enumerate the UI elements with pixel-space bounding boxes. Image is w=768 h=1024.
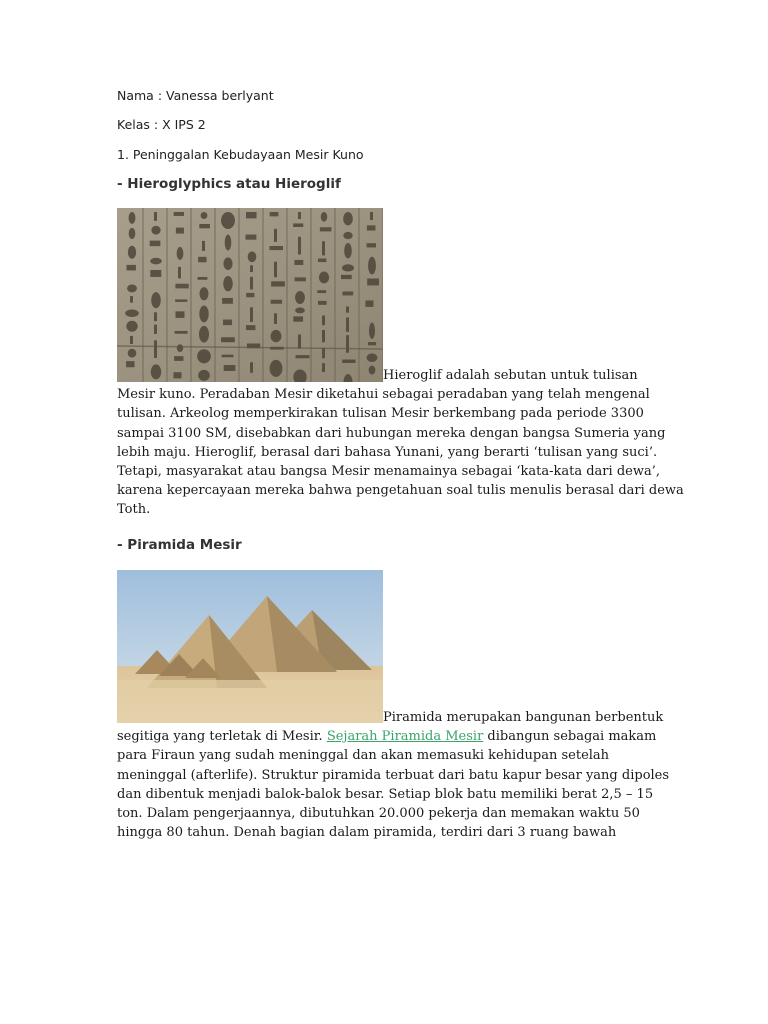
glyph-mark [222,298,233,304]
glyph-mark [269,246,283,250]
glyph-mark [367,225,376,230]
glyph-mark [296,355,310,358]
glyph-mark [154,325,157,334]
glyph-mark [246,293,254,297]
glyph-mark [222,355,234,358]
glyph-mark [221,337,235,342]
para-line: Piramida merupakan bangunan berbentuk [383,710,664,725]
glyph-mark [175,311,184,318]
glyph-mark [293,223,303,227]
glyph-mark [298,335,301,349]
glyph-mark [125,310,139,317]
glyph-mark [197,349,211,363]
para-line: Hieroglif adalah sebutan untuk tulisan [383,368,638,383]
glyph-mark [130,296,133,303]
para-line: meninggal (afterlife). Struktur piramida terbuat dari batu kapur besar yang dipoles [117,767,670,783]
para-line-with-link [117,727,657,746]
glyph-mark [318,258,326,262]
glyph-mark [322,348,325,358]
glyph-mark [274,229,277,242]
glyph-mark [126,321,137,332]
glyph-mark [365,300,373,306]
glyph-mark [174,212,184,216]
pyramid-paragraph [117,708,670,842]
glyph-mark [298,212,301,219]
para-line: para Firaun yang sudah meninggal dan akan memasuki kehidupan setelah [117,748,610,764]
glyph-mark [298,237,301,255]
glyph-mark [369,323,375,339]
glyph-mark [271,300,282,304]
section-title: 1. Peninggalan Kebudayaan Mesir Kuno [117,147,364,162]
glyph-mark [367,243,376,247]
glyph-mark [346,307,349,313]
glyph-mark [177,344,183,352]
glyph-mark [154,312,157,321]
glyph-mark [151,292,161,308]
glyph-mark [178,267,181,278]
glyph-mark [128,246,136,259]
glyph-mark [129,228,136,239]
sejarah-piramida-link[interactable]: Sejarah Piramida Mesir [326,729,484,745]
glyph-mark [318,301,327,305]
glyph-mark [202,241,205,251]
glyph-mark [319,271,329,283]
glyph-mark [342,264,354,271]
glyph-mark [223,320,232,326]
glyph-mark [293,316,303,321]
glyph-mark [130,336,133,344]
glyph-mark [343,232,352,239]
glyph-mark [250,265,253,272]
glyph-mark [175,284,188,289]
glyph-mark [246,212,257,218]
glyph-mark [129,212,136,224]
glyph-mark [368,342,376,345]
glyph-mark [294,260,303,265]
glyph-mark [177,247,184,260]
glyph-mark [223,276,233,291]
glyph-mark [199,224,210,228]
glyph-mark [150,241,161,247]
glyph-mark [198,277,208,280]
glyph-mark [370,212,373,220]
para-line: Tetapi, masyarakat atau bangsa Mesir menamainya sebagai ‘kata-kata dari dewa’, [117,464,660,480]
pyramid-image [117,570,383,723]
glyph-mark [201,212,208,219]
glyph-mark [223,257,232,270]
para-line: lebih maju. Hieroglif, berasal dari bahasa Yunani, yang berarti ‘tulisan yang suci’. [117,444,658,460]
para-line: karena kepercayaan mereka bahwa pengetahuan soal tulis menulis berasal dari dewa [117,483,684,499]
glyph-mark [346,335,349,353]
hieroglyph-paragraph [117,366,684,520]
glyph-mark [342,359,355,362]
glyph-mark [250,277,253,290]
glyph-mark [128,349,137,358]
glyph-mark [127,284,137,292]
glyph-mark [151,226,160,235]
glyph-mark [221,212,235,229]
glyph-mark [154,340,157,358]
glyph-mark [343,212,353,225]
glyph-mark [126,265,135,271]
para-text: dibangun sebagai makam [483,729,657,745]
glyph-mark [174,356,183,361]
student-name: Nama : Vanessa berlyant [117,88,274,103]
glyph-mark [295,291,305,304]
para-text: segitiga yang terletak di Mesir. [117,729,327,745]
glyph-mark [368,257,376,275]
glyph-mark [175,331,188,334]
glyph-mark [150,270,161,277]
para-line: tulisan. Arkeolog memperkirakan tulisan Mesir berkembang pada periode 3300 [117,406,644,422]
hieroglyph-image [117,208,383,382]
glyph-mark [322,330,325,342]
glyph-mark [271,281,285,286]
glyph-mark [225,235,232,251]
glyph-mark [199,305,208,322]
glyph-mark [341,275,352,279]
glyph-mark [250,307,253,322]
para-line: Toth. [117,502,151,518]
para-line: sampai 3100 SM, disebabkan dari hubungan mereka dengan bangsa Sumeria yang [117,425,666,441]
para-line: Mesir kuno. Peradaban Mesir diketahui sebagai peradaban yang telah mengenal [117,387,650,403]
glyph-mark [320,227,332,231]
glyph-mark [271,330,282,342]
para-line: dan dibentuk menjadi balok-balok besar. Setiap blok batu memiliki berat 2,5 – 15 [117,786,654,802]
glyph-mark [150,258,161,265]
glyph-mark [274,262,277,277]
glyph-mark [317,290,326,293]
glyph-mark [321,212,328,222]
glyph-mark [346,317,349,331]
glyph-mark [322,315,325,325]
glyph-mark [322,241,325,255]
glyph-mark [199,287,208,300]
glyph-mark [248,251,257,262]
glyph-mark [175,299,187,302]
glyph-mark [199,326,209,343]
student-class: Kelas : X IPS 2 [117,117,206,132]
glyph-mark [176,228,184,234]
glyph-mark [274,313,277,324]
glyph-mark [342,291,353,295]
glyph-mark [154,212,157,221]
glyph-mark [367,353,378,362]
para-line: hingga 80 tahun. Denah bagian dalam piramida, terdiri dari 3 ruang bawah [117,825,617,841]
glyph-mark [270,212,279,216]
glyph-mark [245,235,256,240]
glyph-mark [246,325,255,330]
glyph-mark [367,278,379,285]
glyph-mark [198,257,206,262]
glyph-mark [295,277,306,281]
glyph-mark [295,307,305,313]
para-line: ton. Dalam pengerjaannya, dibutuhkan 20.000 pekerja dan memakan waktu 50 [117,806,640,822]
heading-hieroglyphics: - Hieroglyphics atau Hieroglif [117,176,341,192]
heading-pyramids: - Piramida Mesir [117,537,242,553]
glyph-mark [344,243,352,258]
